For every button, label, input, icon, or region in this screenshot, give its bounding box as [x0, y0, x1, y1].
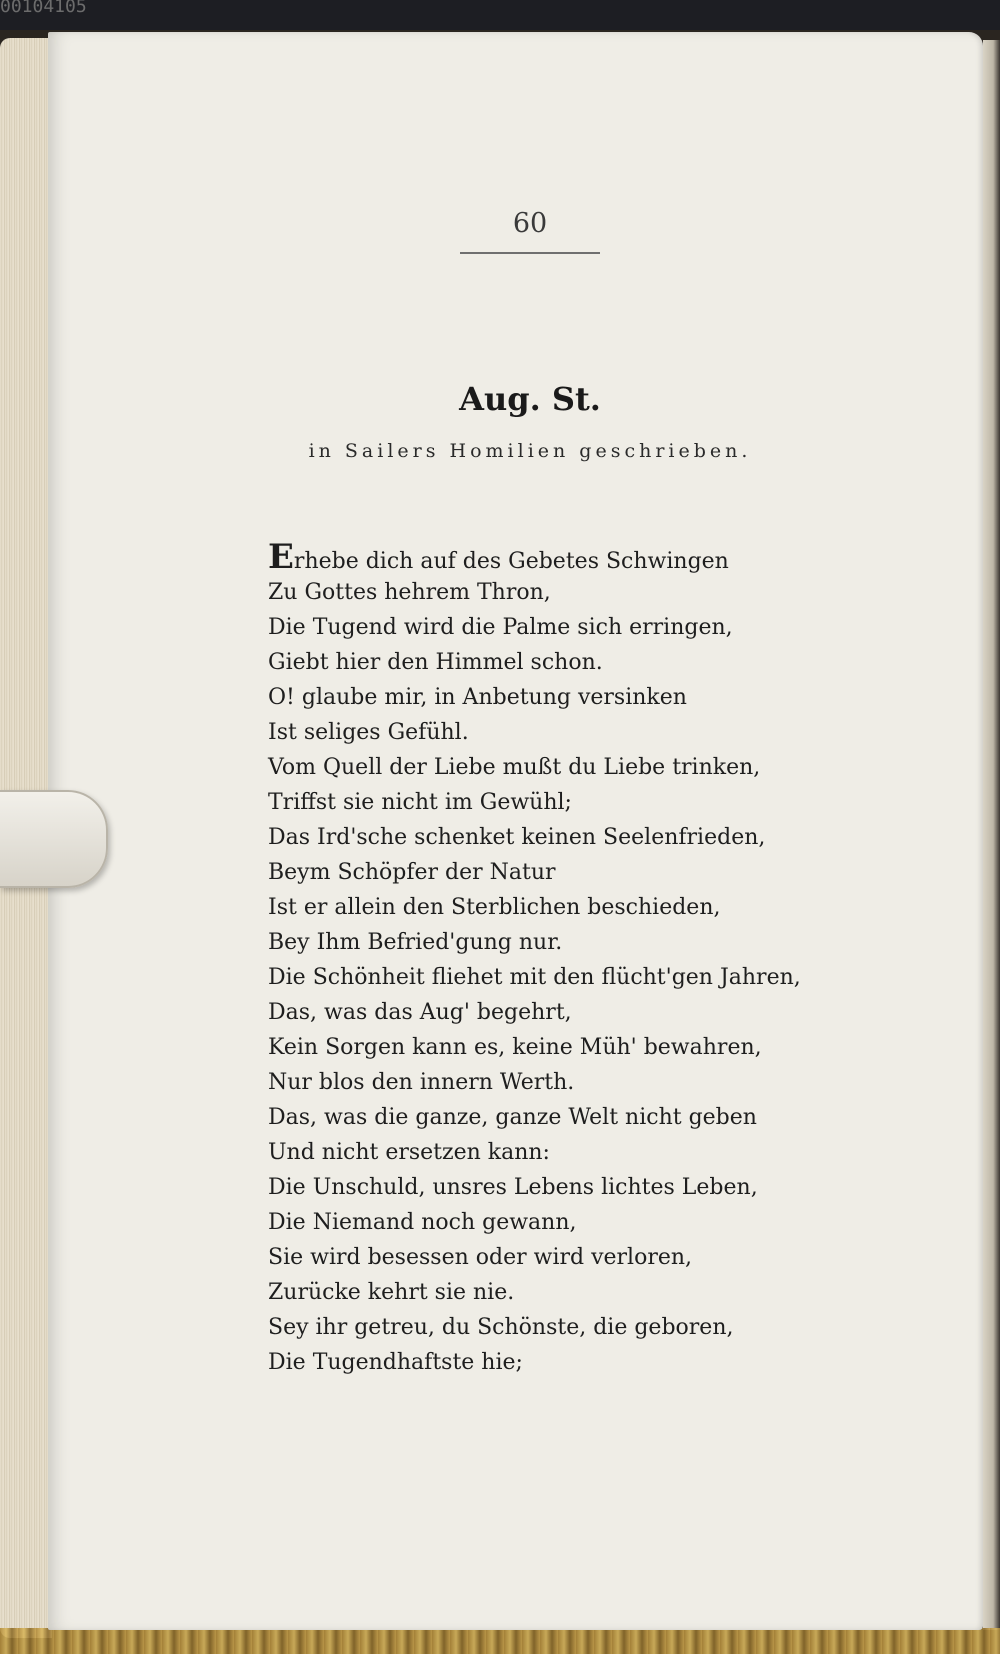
poem-subtitle: in Sailers Homilien geschrieben. — [308, 440, 752, 462]
gilt-edge — [0, 1628, 1000, 1654]
poem-line: Die Unschuld, unsres Lebens lichtes Leben, — [268, 1175, 758, 1200]
bookmark-clip — [0, 790, 108, 888]
poem-line: Triffst sie nicht im Gewühl; — [268, 790, 572, 815]
poem-line: Bey Ihm Befried'gung nur. — [268, 930, 563, 955]
poem-line — [268, 537, 828, 577]
poem-line: Zu Gottes hehrem Thron, — [268, 580, 551, 605]
poem-line: Nur blos den innern Werth. — [268, 1070, 575, 1095]
poem-line: Das, was das Aug' begehrt, — [268, 1000, 572, 1025]
poem-line: Das Ird'sche schenket keinen Seelenfrieden, — [268, 825, 766, 850]
poem-line: Sie wird besessen oder wird verloren, — [268, 1245, 693, 1270]
poem-line: Ist seliges Gefühl. — [268, 720, 469, 745]
poem-line: Die Schönheit fliehet mit den flücht'gen Jahren, — [268, 965, 801, 990]
poem-line-rest: rhebe dich auf des Gebetes Schwingen — [293, 549, 729, 574]
poem-line: Beym Schöpfer der Natur — [268, 860, 556, 885]
poem-line: Kein Sorgen kann es, keine Müh' bewahren, — [268, 1035, 762, 1060]
poem-line: Das, was die ganze, ganze Welt nicht geben — [268, 1105, 757, 1130]
scan-id-label: 00104105 — [0, 0, 87, 14]
right-page-edge — [983, 40, 1000, 1630]
poem-line: Ist er allein den Sterblichen beschieden, — [268, 895, 721, 920]
poem-line: Zurücke kehrt sie nie. — [268, 1280, 515, 1305]
poem-line: Die Niemand noch gewann, — [268, 1210, 577, 1235]
poem-line: Und nicht ersetzen kann: — [268, 1140, 550, 1165]
poem-line: O! glaube mir, in Anbetung versinken — [268, 685, 687, 710]
poem-line: Die Tugendhaftste hie; — [268, 1350, 523, 1375]
poem-line: Die Tugend wird die Palme sich erringen, — [268, 615, 733, 640]
poem-title: Aug. St. — [459, 380, 601, 418]
drop-cap: E — [268, 537, 294, 577]
header-rule — [460, 252, 600, 254]
page-number: 60 — [512, 208, 548, 239]
poem-line: Sey ihr getreu, du Schönste, die geboren, — [268, 1315, 734, 1340]
poem-body — [268, 537, 828, 1380]
poem-line: Vom Quell der Liebe mußt du Liebe trinken, — [268, 755, 761, 780]
poem-line: Giebt hier den Himmel schon. — [268, 650, 603, 675]
